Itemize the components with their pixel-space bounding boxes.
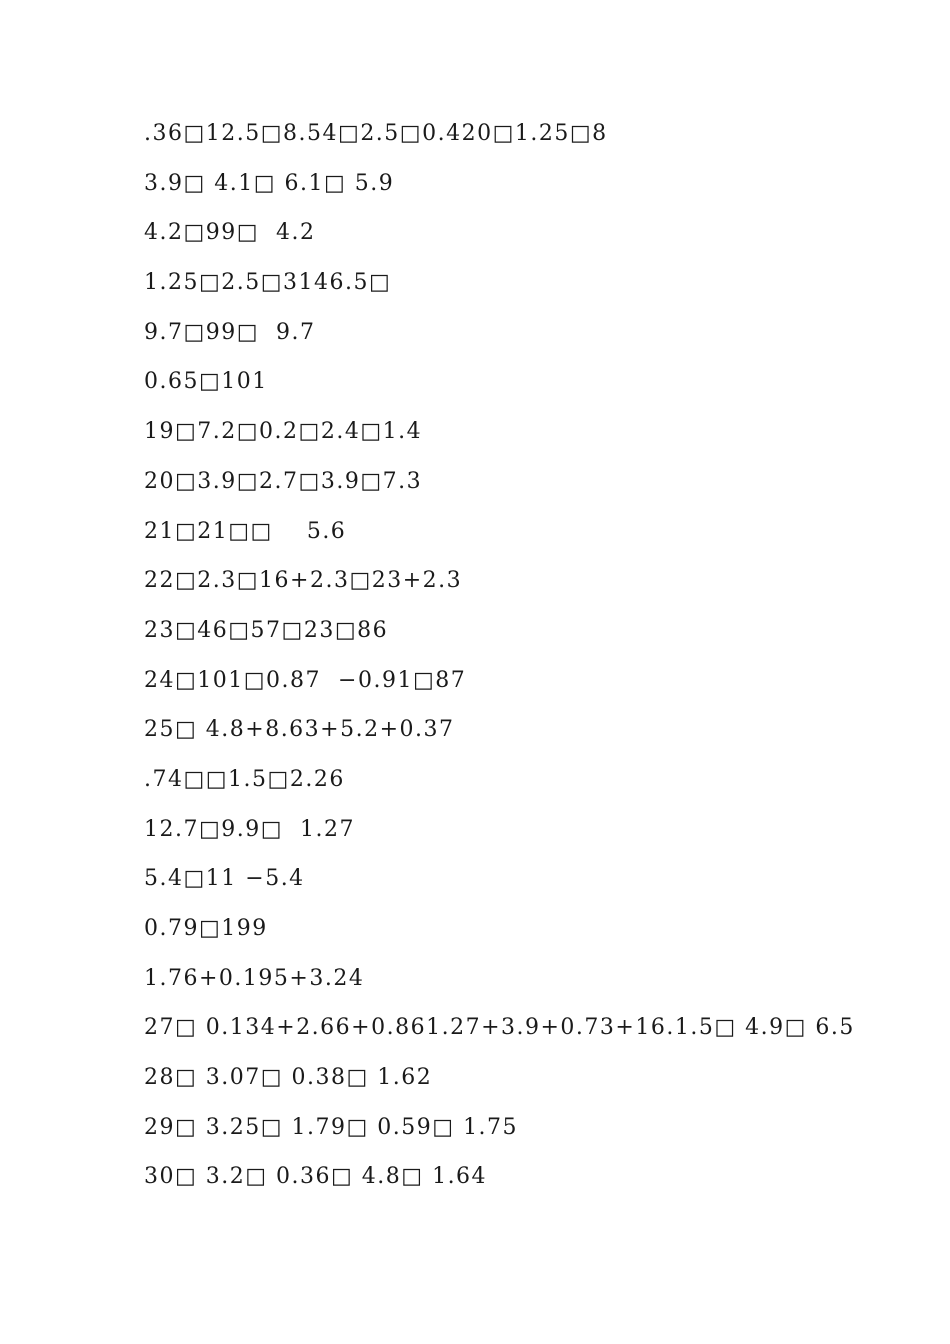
line-08: 20□3.9□2.7□3.9□7.3 [144, 468, 423, 494]
line-18: 1.76+0.195+3.24 [144, 965, 365, 991]
line-14: .74□□1.5□2.26 [144, 766, 345, 792]
line-20: 28□ 3.07□ 0.38□ 1.62 [144, 1065, 433, 1091]
line-19: 27□ 0.134+2.66+0.861.27+3.9+0.73+16.1.5□ 4.9□ 6.5 [144, 1015, 855, 1041]
line-10: 22□2.3□16+2.3□23+2.3 [144, 568, 463, 594]
line-06: 0.65□101 [144, 369, 268, 395]
line-13: 25□ 4.8+8.63+5.2+0.37 [144, 717, 455, 743]
calculation-list [144, 116, 904, 1209]
line-16: 5.4□11 −5.4 [144, 866, 305, 892]
line-05: 9.7□99□ 9.7 [144, 319, 316, 345]
line-17: 0.79□199 [144, 916, 268, 941]
line-21: 29□ 3.25□ 1.79□ 0.59□ 1.75 [144, 1114, 519, 1140]
line-01: .36□12.5□8.54□2.5□0.420□1.25□8 [144, 121, 608, 146]
line-12: 24□101□0.87 −0.91□87 [144, 667, 467, 693]
line-04: 1.25□2.5□3146.5□ [144, 270, 392, 296]
line-22: 30□ 3.2□ 0.36□ 4.8□ 1.64 [144, 1164, 488, 1190]
line-03: 4.2□99□ 4.2 [144, 220, 316, 246]
line-09: 21□21□□ 5.6 [144, 518, 347, 544]
line-11: 23□46□57□23□86 [144, 617, 389, 643]
line-15: 12.7□9.9□ 1.27 [144, 816, 356, 842]
line-02: 3.9□ 4.1□ 6.1□ 5.9 [144, 170, 395, 196]
line-07: 19□7.2□0.2□2.4□1.4 [144, 419, 423, 445]
